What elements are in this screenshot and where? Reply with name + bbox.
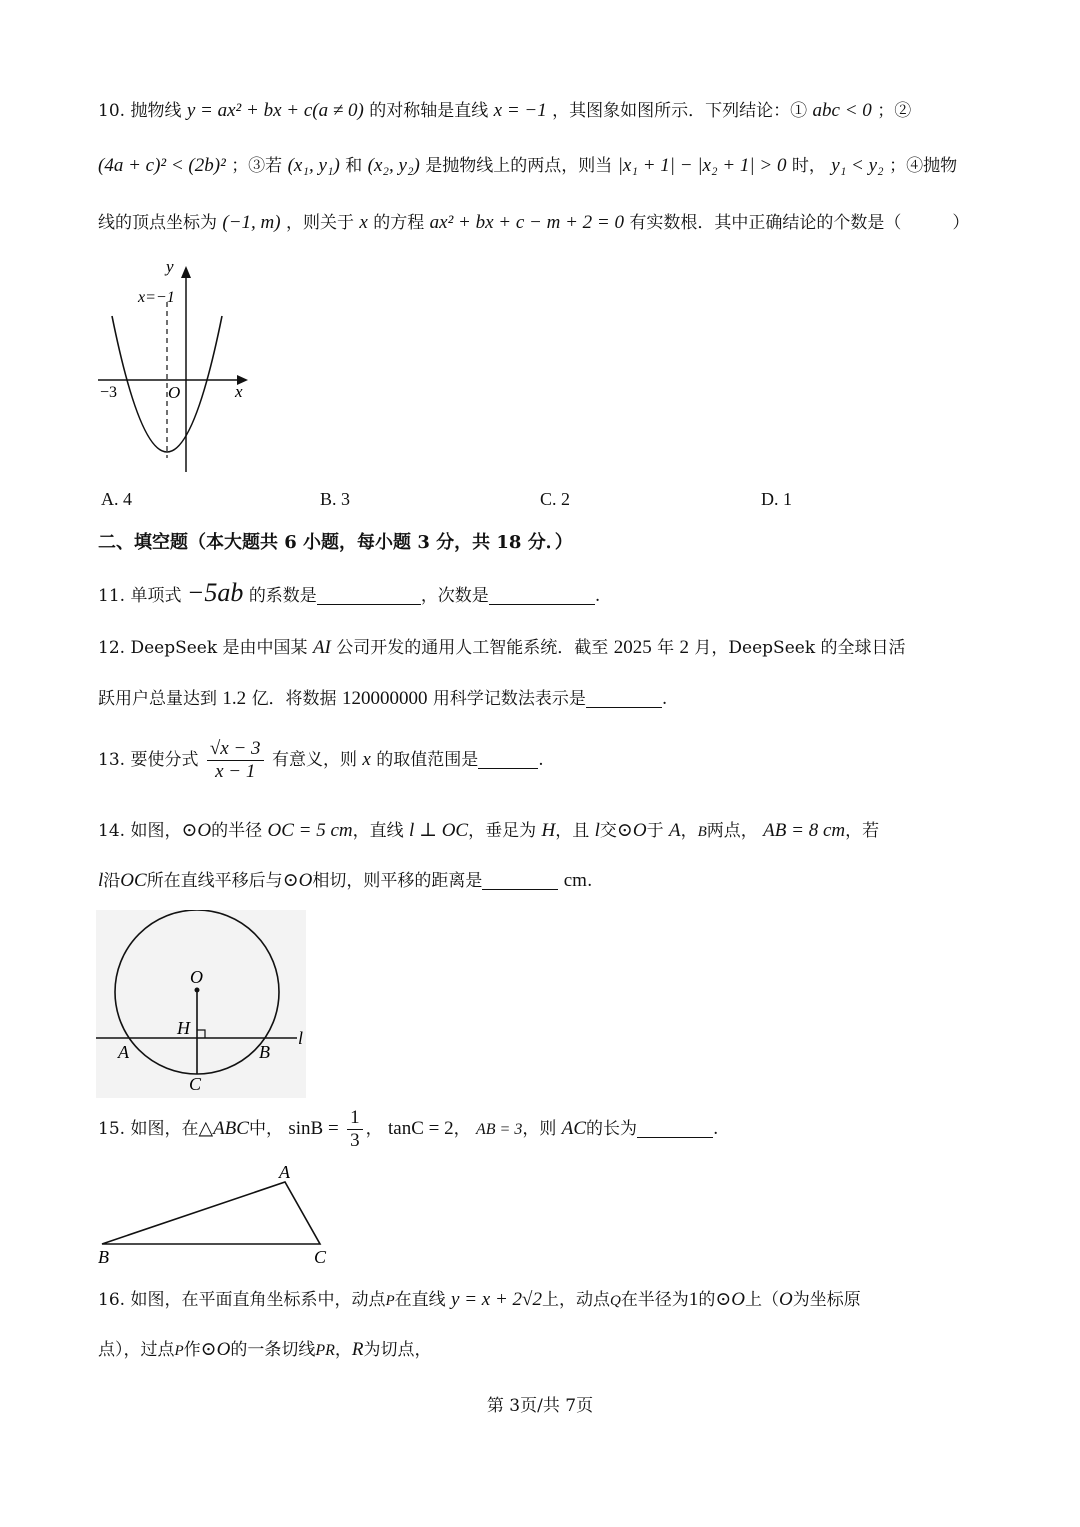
section2-heading: 二、填空题（本大题共 6 小题，每小题 3 分，共 18 分．） bbox=[98, 532, 573, 553]
center-point bbox=[195, 988, 200, 993]
q11-text: 的系数是 bbox=[248, 586, 317, 606]
q12-month: 2 bbox=[679, 637, 690, 658]
q15-sinb: sinB = bbox=[288, 1118, 339, 1139]
q11 bbox=[98, 578, 984, 611]
q10-text: 是抛物线上的两点，则当 bbox=[425, 156, 613, 176]
q10-axis-eq: x = −1 bbox=[493, 100, 547, 121]
choice-a[interactable]: A. 4 bbox=[101, 489, 132, 509]
q10-text: 的方程 bbox=[373, 213, 425, 233]
q11-text: . bbox=[594, 586, 601, 606]
q16-p: P bbox=[174, 1343, 184, 1359]
q14-perp: l ⊥ OC bbox=[409, 820, 469, 841]
label-h: H bbox=[177, 1018, 190, 1038]
q12-text: 跃用户总量达到 bbox=[98, 689, 217, 709]
triangle-abc bbox=[102, 1182, 320, 1244]
origin-label: O bbox=[168, 383, 181, 402]
label-o: O bbox=[190, 967, 203, 987]
q12-blank[interactable] bbox=[586, 687, 662, 708]
page-footer: 第 3页/共 7页 bbox=[486, 1396, 594, 1416]
label-a: A bbox=[279, 1162, 290, 1182]
q10-parabola-figure bbox=[92, 258, 262, 478]
q14-circle: ⊙O bbox=[616, 820, 647, 841]
q10-point1: (x₁, y₁) bbox=[287, 155, 340, 176]
root-label: −3 bbox=[100, 384, 118, 401]
q14-text: ，若 bbox=[845, 821, 880, 841]
q15-text: ，则 bbox=[522, 1119, 557, 1139]
q16-pr: PR bbox=[315, 1342, 335, 1359]
q16-text: 在直线 bbox=[394, 1290, 446, 1310]
q13-var-x: x bbox=[362, 749, 371, 770]
q13-text: 的取值范围是 bbox=[376, 750, 479, 770]
q16-line1 bbox=[98, 1285, 984, 1316]
q14-h: H bbox=[541, 820, 556, 841]
q11-text: ，次数是 bbox=[420, 586, 489, 606]
q14-text: 两点， bbox=[706, 821, 758, 841]
choice-d[interactable]: D. 1 bbox=[761, 489, 792, 509]
q10-text: 有实数根．其中正确结论的个数是（ ） bbox=[629, 213, 970, 233]
q11-blank-1[interactable] bbox=[317, 584, 421, 605]
q14-line2 bbox=[98, 866, 984, 896]
q12-line2 bbox=[98, 684, 984, 714]
q10-line3 bbox=[98, 208, 984, 238]
q15-text: 15. 如图，在 bbox=[98, 1119, 199, 1139]
q13-denominator: x − 1 bbox=[215, 761, 256, 782]
q10-text: ；③若 bbox=[231, 156, 283, 176]
y-axis-label: y bbox=[166, 258, 174, 276]
q15-text: 的长为 bbox=[586, 1119, 638, 1139]
q14-l: l bbox=[98, 870, 104, 891]
q16-text: 为切点， bbox=[363, 1340, 432, 1360]
label-a: A bbox=[118, 1042, 129, 1062]
q15-tanc: tanC = 2 bbox=[387, 1118, 454, 1139]
q15 bbox=[98, 1100, 984, 1158]
q10-cond1: abc < 0 bbox=[812, 100, 872, 121]
q10-abs-cond: |x₁ + 1| − |x₂ + 1| > 0 bbox=[617, 155, 787, 176]
q13-text: 有意义，则 bbox=[271, 750, 357, 770]
q14-text: 交 bbox=[599, 821, 617, 841]
q10-text: 线的顶点坐标为 bbox=[98, 213, 217, 233]
q16-text: 为坐标原 bbox=[792, 1290, 861, 1310]
label-c: C bbox=[189, 1074, 202, 1094]
q16-text: 的一条切线 bbox=[230, 1340, 316, 1360]
q16-text: 作 bbox=[183, 1340, 201, 1360]
q10-text: 10. 抛物线 bbox=[98, 101, 182, 121]
q14-circle-figure bbox=[96, 910, 306, 1098]
label-c: C bbox=[314, 1247, 327, 1267]
q12-ai: AI bbox=[312, 637, 331, 658]
q16-text: 的 bbox=[698, 1290, 716, 1310]
q14-a: A bbox=[668, 820, 681, 841]
q14-blank[interactable] bbox=[482, 869, 558, 890]
q15-denominator: 3 bbox=[350, 1130, 360, 1151]
q12-line1 bbox=[98, 633, 984, 663]
q15-numerator: 1 bbox=[347, 1107, 363, 1130]
q16-line-eq: y = x + 2√2 bbox=[451, 1289, 542, 1310]
q10-y-cond: y₁ < y₂ bbox=[831, 155, 884, 176]
q10-text: 的对称轴是直线 bbox=[369, 101, 489, 121]
q16-circle: ⊙O bbox=[200, 1339, 231, 1360]
q14-text: ，垂足为 bbox=[468, 821, 537, 841]
choice-c[interactable]: C. 2 bbox=[540, 489, 571, 509]
label-b: B bbox=[259, 1042, 270, 1062]
q16-radius: 1 bbox=[688, 1289, 699, 1310]
q16-p: P bbox=[385, 1293, 395, 1309]
q15-blank[interactable] bbox=[637, 1117, 713, 1138]
q14-text: . bbox=[586, 871, 593, 891]
q12-number: 120000000 bbox=[341, 688, 428, 709]
q16-text: 点），过点 bbox=[98, 1340, 175, 1360]
q14-text: ，直线 bbox=[352, 821, 404, 841]
q10-point2: (x₂, y₂) bbox=[367, 155, 420, 176]
symmetry-label: x=−1 bbox=[138, 289, 175, 306]
q10-text: ；② bbox=[877, 101, 912, 121]
q12-text: 年 bbox=[657, 638, 675, 658]
q14-text: 的半径 bbox=[211, 821, 263, 841]
q14-radius: OC = 5 cm bbox=[267, 820, 353, 841]
q14-b: B bbox=[697, 824, 707, 840]
q13-text: . bbox=[538, 750, 544, 770]
q15-triangle-figure bbox=[96, 1158, 336, 1268]
q16-o: O bbox=[778, 1289, 793, 1310]
q10-cond2: (4a + c)² < (2b)² bbox=[98, 155, 226, 176]
q12-year: 2025 bbox=[613, 637, 652, 658]
q15-triangle: △ABC bbox=[198, 1118, 249, 1139]
q10-equation: ax² + bx + c − m + 2 = 0 bbox=[429, 212, 624, 233]
q14-unit: cm bbox=[563, 870, 587, 891]
q14-oc: OC bbox=[120, 870, 147, 891]
q10-text: 和 bbox=[345, 156, 363, 176]
q16-text: 16. 如图，在平面直角坐标系中，动点 bbox=[98, 1290, 386, 1310]
q16-line2 bbox=[98, 1335, 984, 1366]
q10-text: 时， bbox=[791, 156, 826, 176]
q10-text: ，其图象如图所示．下列结论：① bbox=[552, 101, 808, 121]
q14-text: 所在直线平移后与 bbox=[146, 871, 283, 891]
q14-text: ， bbox=[680, 821, 698, 841]
q14-text: 14. 如图， bbox=[98, 821, 182, 841]
q16-text: 上（ bbox=[744, 1290, 779, 1310]
q14-text: 于 bbox=[646, 821, 664, 841]
q14-text: 相切，则平移的距离是 bbox=[312, 871, 483, 891]
q15-ab: AB = 3 bbox=[476, 1121, 523, 1138]
q10-text: ，则关于 bbox=[286, 213, 355, 233]
q12-text: 公司开发的通用人工智能系统．截至 bbox=[336, 638, 609, 658]
q10-line2 bbox=[98, 151, 984, 181]
q11-text: 11. 单项式 bbox=[98, 586, 182, 606]
q10-var-x: x bbox=[359, 212, 368, 233]
label-l: l bbox=[298, 1028, 304, 1048]
q14-circle: ⊙O bbox=[181, 820, 212, 841]
q14-circle: ⊙O bbox=[282, 870, 313, 891]
q14-text: ，且 bbox=[555, 821, 590, 841]
q15-fraction bbox=[347, 1107, 363, 1152]
q15-text: ， bbox=[453, 1119, 471, 1139]
y-axis-arrow-icon bbox=[181, 266, 191, 278]
q10-line1 bbox=[98, 96, 984, 126]
q12-value: 1.2 bbox=[222, 688, 247, 709]
q16-text: 在半径为 bbox=[620, 1290, 689, 1310]
q16-circle: ⊙O bbox=[715, 1289, 745, 1310]
q11-monomial: −5ab bbox=[186, 578, 244, 607]
choice-b[interactable]: B. 3 bbox=[320, 489, 351, 509]
q13-blank[interactable] bbox=[478, 748, 538, 769]
q10-vertex: (−1, m) bbox=[222, 212, 281, 233]
x-axis-label: x bbox=[235, 382, 243, 401]
q16-text: ， bbox=[334, 1340, 352, 1360]
q13-numerator: √x − 3 bbox=[207, 738, 264, 761]
q12-text: 月，DeepSeek 的全球日活 bbox=[694, 638, 906, 658]
q14-text: 沿 bbox=[103, 871, 121, 891]
figure-background bbox=[96, 910, 306, 1098]
q12-text: 12. DeepSeek 是由中国某 bbox=[98, 638, 308, 658]
q13-fraction bbox=[207, 738, 264, 783]
q16-text: 上，动点 bbox=[541, 1290, 610, 1310]
q15-text: . bbox=[713, 1119, 719, 1139]
q13 bbox=[98, 730, 984, 790]
q14-l: l bbox=[594, 820, 600, 841]
q12-text: 亿．将数据 bbox=[251, 689, 337, 709]
q13-text: 13. 要使分式 bbox=[98, 750, 199, 770]
q11-blank-2[interactable] bbox=[489, 584, 595, 605]
q10-parabola-eq: y = ax² + bx + c(a ≠ 0) bbox=[186, 100, 364, 121]
q14-ab: AB = 8 cm bbox=[763, 820, 846, 841]
q15-ac: AC bbox=[561, 1118, 587, 1139]
q10-text: ；④抛物 bbox=[889, 156, 958, 176]
q16-r: R bbox=[351, 1339, 364, 1360]
q15-text: 中， bbox=[248, 1119, 283, 1139]
q15-text: ， bbox=[365, 1119, 383, 1139]
q12-text: . bbox=[661, 689, 668, 709]
q14-line1 bbox=[98, 816, 984, 847]
label-b: B bbox=[98, 1247, 109, 1267]
q16-q: Q bbox=[609, 1293, 621, 1309]
q12-text: 用科学记数法表示是 bbox=[432, 689, 586, 709]
